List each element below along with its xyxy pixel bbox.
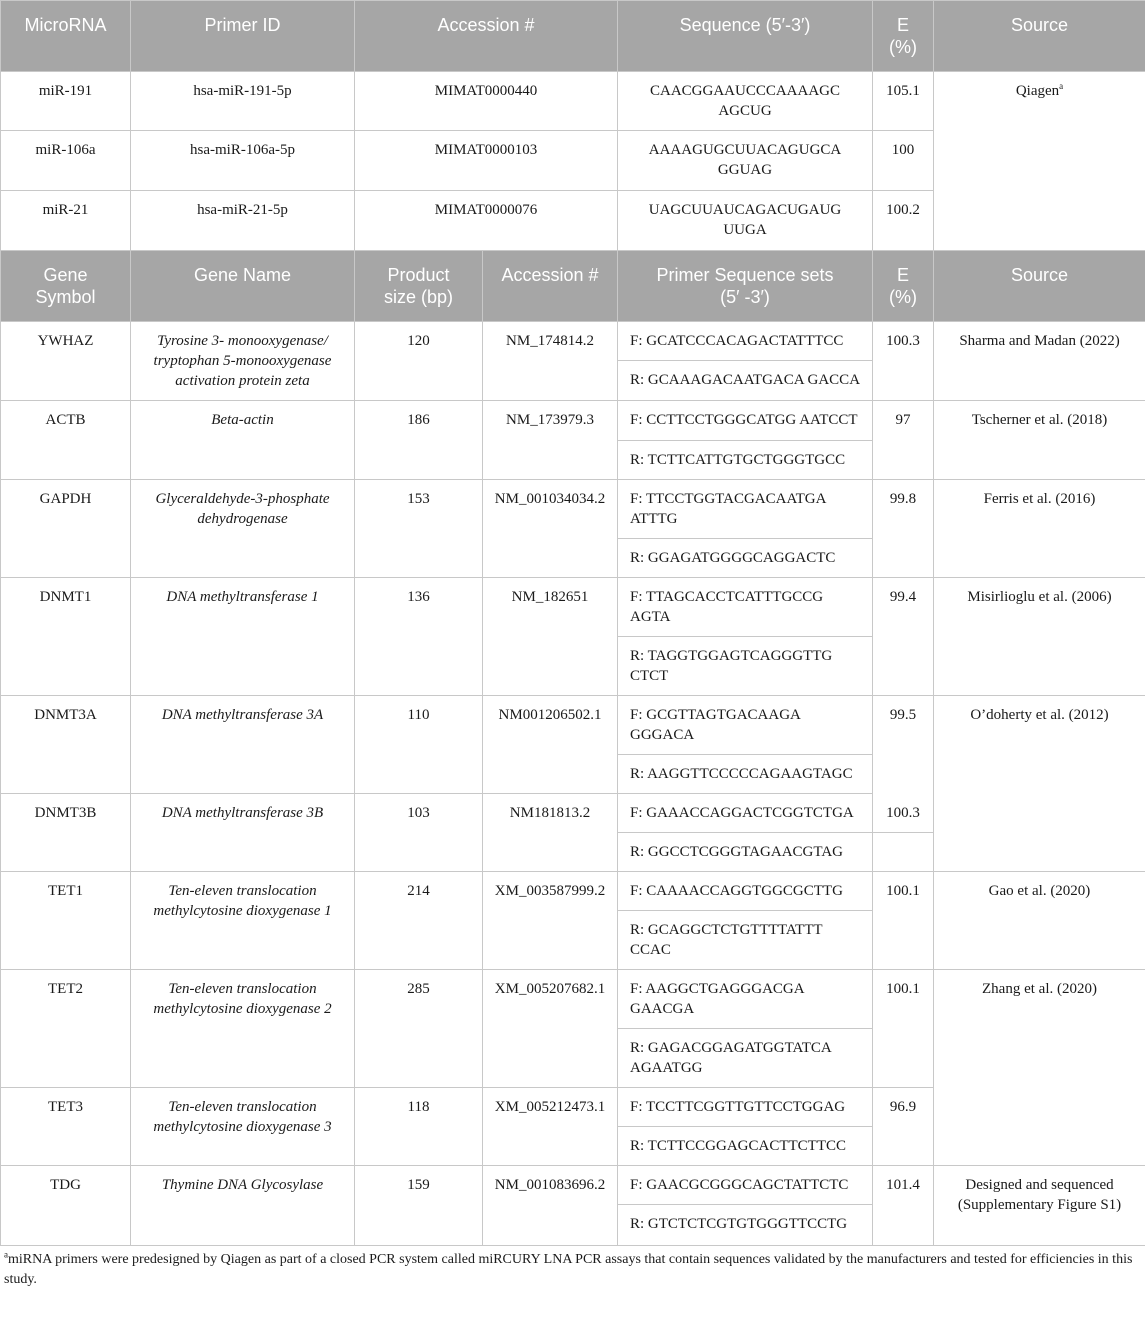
- gene-product-size: 120: [355, 322, 483, 401]
- header-accession: Accession #: [355, 1, 618, 72]
- gene-accession: NM001206502.1: [483, 696, 618, 794]
- header-gene-name: Gene Name: [131, 251, 355, 322]
- gene-row: [1, 1166, 1145, 1205]
- mirna-source-footnote-marker: a: [1059, 81, 1064, 91]
- gene-symbol: TET3: [1, 1088, 131, 1166]
- gene-efficiency: 99.4: [873, 578, 934, 696]
- gene-row: [1, 401, 1145, 441]
- gene-name: DNA methyltransferase 3B: [131, 794, 355, 872]
- header-gene-source: Source: [934, 251, 1145, 322]
- gene-source: Sharma and Madan (2022): [934, 322, 1145, 401]
- gene-product-size: 118: [355, 1088, 483, 1166]
- mirna-sequence: CAACGGAAUCCCAAAAGCAGCUG: [618, 72, 873, 131]
- gene-product-size: 214: [355, 872, 483, 970]
- gene-row: [1, 322, 1145, 361]
- gene-product-size: 159: [355, 1166, 483, 1246]
- gene-symbol: GAPDH: [1, 480, 131, 578]
- gene-product-size: 186: [355, 401, 483, 480]
- gene-source: O’doherty et al. (2012): [934, 696, 1145, 872]
- forward-primer: F: CCTTCCTGGGCATGG AATCCT: [618, 401, 873, 441]
- gene-product-size: 153: [355, 480, 483, 578]
- forward-primer: F: TTCCTGGTACGACAATGA ATTTG: [618, 480, 873, 539]
- reverse-primer: R: TCTTCATTGTGCTGGGTGCC: [618, 441, 873, 480]
- mirna-header: [1, 1, 1145, 72]
- gene-symbol: TET1: [1, 872, 131, 970]
- table-footnote: [0, 1246, 1145, 1290]
- gene-name: Ten-eleven translocation methylcytosine dioxygenase 1: [131, 872, 355, 970]
- gene-efficiency: 99.8: [873, 480, 934, 578]
- gene-efficiency: 100.1: [873, 970, 934, 1088]
- gene-header: [1, 251, 1145, 322]
- forward-primer: F: AAGGCTGAGGGACGA GAACGA: [618, 970, 873, 1029]
- header-efficiency: E (%): [873, 1, 934, 72]
- mirna-efficiency: 100.2: [873, 191, 934, 251]
- gene-symbol: YWHAZ: [1, 322, 131, 401]
- gene-product-size: 110: [355, 696, 483, 794]
- gene-source: Misirlioglu et al. (2006): [934, 578, 1145, 696]
- mirna-row: [1, 72, 1145, 131]
- forward-primer: F: GAAACCAGGACTCGGTCTGA: [618, 794, 873, 833]
- gene-accession: NM_001034034.2: [483, 480, 618, 578]
- gene-row: [1, 578, 1145, 637]
- gene-name: DNA methyltransferase 3A: [131, 696, 355, 794]
- header-sequence: Sequence (5′-3′): [618, 1, 873, 72]
- gene-body: [1, 322, 1145, 1246]
- reverse-primer: R: GTCTCTCGTGTGGGTTCCTG: [618, 1205, 873, 1246]
- mirna-accession: MIMAT0000440: [355, 72, 618, 131]
- gene-row: [1, 872, 1145, 911]
- forward-primer: F: GCGTTAGTGACAAGA GGGACA: [618, 696, 873, 755]
- gene-accession: NM_174814.2: [483, 322, 618, 401]
- mirna-sequence: AAAAGUGCUUACAGUGCAGGUAG: [618, 131, 873, 191]
- mirna-source: [934, 72, 1145, 251]
- mirna-efficiency: 100: [873, 131, 934, 191]
- header-gene-efficiency: E (%): [873, 251, 934, 322]
- gene-name: Thymine DNA Glycosylase: [131, 1166, 355, 1246]
- gene-name: DNA methyltransferase 1: [131, 578, 355, 696]
- reverse-primer: R: GGAGATGGGGCAGGACTC: [618, 539, 873, 578]
- forward-primer: F: GCATCCCACAGACTATTTCC: [618, 322, 873, 361]
- gene-accession: NM_001083696.2: [483, 1166, 618, 1246]
- header-gene-symbol: Gene Symbol: [1, 251, 131, 322]
- gene-efficiency: [873, 805, 934, 872]
- gene-symbol: TET2: [1, 970, 131, 1088]
- gene-symbol: ACTB: [1, 401, 131, 480]
- mirna-sequence: UAGCUUAUCAGACUGAUGUUGA: [618, 191, 873, 251]
- gene-symbol: DNMT3A: [1, 696, 131, 794]
- mirna-name: miR-106a: [1, 131, 131, 191]
- gene-row: [1, 696, 1145, 755]
- footnote-marker: a: [4, 1249, 8, 1260]
- mirna-efficiency: 105.1: [873, 72, 934, 131]
- gene-accession: NM_182651: [483, 578, 618, 696]
- mirna-accession: MIMAT0000076: [355, 191, 618, 251]
- header-primer-sets: Primer Sequence sets (5′ -3′): [618, 251, 873, 322]
- gene-source: Designed and sequenced (Supplementary Figure S1): [934, 1166, 1145, 1246]
- reverse-primer: R: GAGACGGAGATGGTATCA AGAATGG: [618, 1029, 873, 1088]
- gene-name: Ten-eleven translocation methylcytosine dioxygenase 2: [131, 970, 355, 1088]
- mirna-primer-id: hsa-miR-21-5p: [131, 191, 355, 251]
- gene-efficiency: 96.9: [873, 1088, 934, 1166]
- gene-product-size: 103: [355, 794, 483, 872]
- header-microrna: MicroRNA: [1, 1, 131, 72]
- forward-primer: F: TCCTTCGGTTGTTCCTGGAG: [618, 1088, 873, 1127]
- gene-row: [1, 970, 1145, 1029]
- gene-symbol: TDG: [1, 1166, 131, 1246]
- gene-source: Ferris et al. (2016): [934, 480, 1145, 578]
- reverse-primer: R: TAGGTGGAGTCAGGGTTG CTCT: [618, 637, 873, 696]
- reverse-primer: R: TCTTCCGGAGCACTTCTTCC: [618, 1127, 873, 1166]
- gene-efficiency: 99.5: [873, 696, 934, 833]
- gene-source: Zhang et al. (2020): [934, 970, 1145, 1166]
- mirna-accession: MIMAT0000103: [355, 131, 618, 191]
- mirna-primer-id: hsa-miR-106a-5p: [131, 131, 355, 191]
- gene-product-size: 136: [355, 578, 483, 696]
- gene-accession: NM181813.2: [483, 794, 618, 872]
- reverse-primer: R: GCAAAGACAATGACA GACCA: [618, 361, 873, 401]
- header-gene-accession: Accession #: [483, 251, 618, 322]
- header-primer-id: Primer ID: [131, 1, 355, 72]
- gene-accession: XM_003587999.2: [483, 872, 618, 970]
- reverse-primer: R: GCAGGCTCTGTTTTATTT CCAC: [618, 911, 873, 970]
- reverse-primer: R: AAGGTTCCCCCAGAAGTAGC: [618, 755, 873, 794]
- mirna-name: miR-191: [1, 72, 131, 131]
- gene-accession: XM_005207682.1: [483, 970, 618, 1088]
- gene-name: Tyrosine 3- monooxygenase/ tryptophan 5-monooxygenase activation protein zeta: [131, 322, 355, 401]
- gene-source: Gao et al. (2020): [934, 872, 1145, 970]
- header-source: Source: [934, 1, 1145, 72]
- gene-name: Beta-actin: [131, 401, 355, 480]
- gene-name: Ten-eleven translocation methylcytosine dioxygenase 3: [131, 1088, 355, 1166]
- gene-symbol: DNMT1: [1, 578, 131, 696]
- gene-efficiency: 97: [873, 401, 934, 480]
- gene-efficiency-value: 100.3: [886, 805, 920, 821]
- reverse-primer: R: GGCCTCGGGTAGAACGTAG: [618, 833, 873, 872]
- gene-source: Tscherner et al. (2018): [934, 401, 1145, 480]
- gene-row: [1, 480, 1145, 539]
- gene-accession: XM_005212473.1: [483, 1088, 618, 1166]
- header-product-size: Product size (bp): [355, 251, 483, 322]
- gene-symbol: DNMT3B: [1, 794, 131, 872]
- gene-efficiency: 100.3: [873, 322, 934, 401]
- mirna-primer-id: hsa-miR-191-5p: [131, 72, 355, 131]
- gene-product-size: 285: [355, 970, 483, 1088]
- gene-efficiency: 100.1: [873, 872, 934, 970]
- forward-primer: F: GAACGCGGGCAGCTATTCTC: [618, 1166, 873, 1205]
- forward-primer: F: TTAGCACCTCATTTGCCG AGTA: [618, 578, 873, 637]
- mirna-source-text: Qiagen: [1015, 83, 1060, 99]
- gene-efficiency: 101.4: [873, 1166, 934, 1246]
- gene-accession: NM_173979.3: [483, 401, 618, 480]
- forward-primer: F: CAAAACCAGGTGGCGCTTG: [618, 872, 873, 911]
- gene-name: Glyceraldehyde-3-phosphate dehydrogenase: [131, 480, 355, 578]
- mirna-name: miR-21: [1, 191, 131, 251]
- mirna-body: [1, 72, 1145, 251]
- footnote-text: miRNA primers were predesigned by Qiagen as part of a closed PCR system called miRCURY LNA PCR assays that contain sequences validated by the manufacturers and tested for efficiencies in this study.: [4, 1252, 1133, 1287]
